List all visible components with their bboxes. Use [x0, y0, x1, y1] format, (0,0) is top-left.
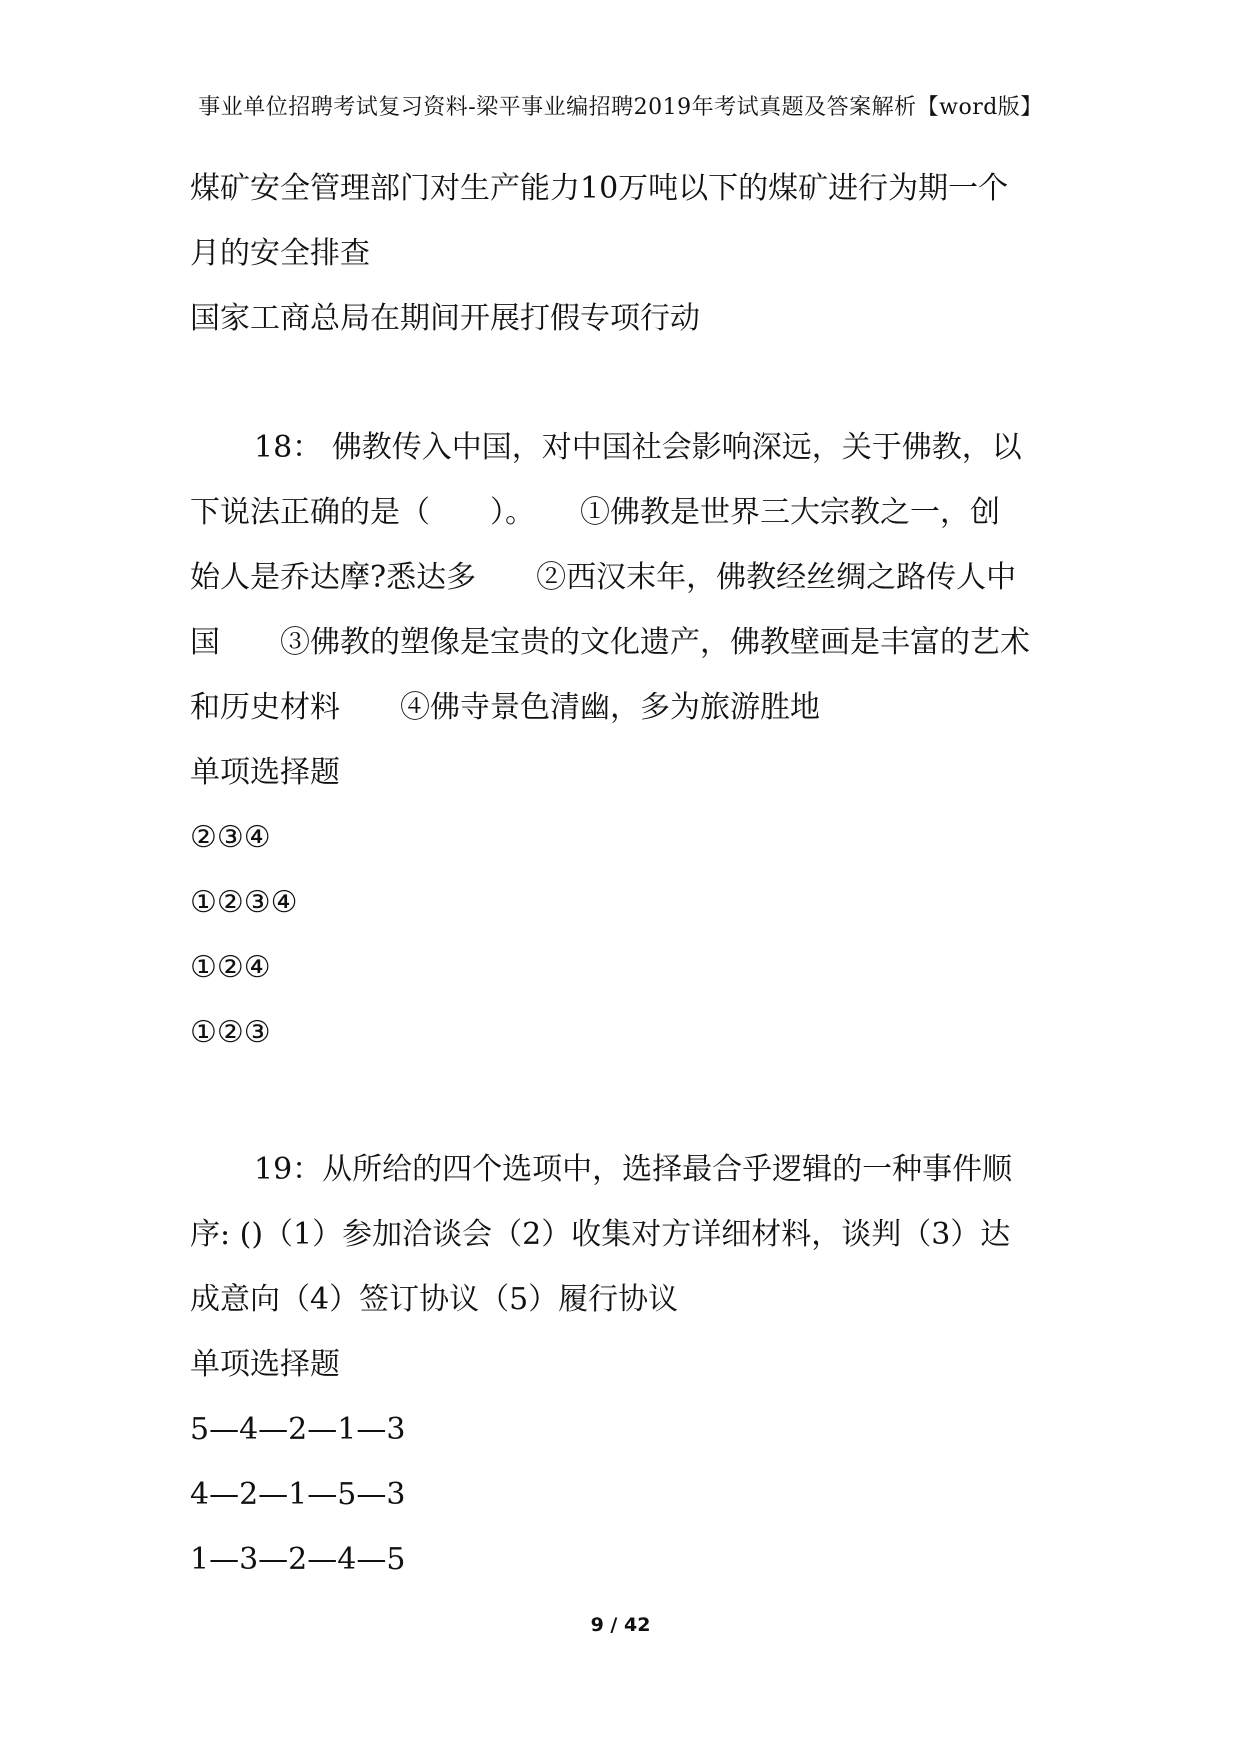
question-stem-line: 18： 佛教传入中国，对中国社会影响深远，关于佛教，以	[254, 430, 1022, 465]
question-type-label: 单项选择题	[190, 755, 340, 790]
answer-option: 5—4—2—1—3	[190, 1412, 406, 1447]
answer-option: ①②③	[190, 1015, 271, 1050]
answer-option: 4—2—1—5—3	[190, 1477, 406, 1512]
question-19	[190, 1137, 1060, 1592]
page-number: 9 / 42	[590, 1614, 651, 1636]
spacer	[190, 351, 1060, 415]
page-header: 事业单位招聘考试复习资料-梁平事业编招聘2019年考试真题及答案解析【word版】	[198, 95, 1043, 120]
spacer	[190, 1065, 1060, 1137]
question-18	[190, 415, 1060, 1065]
question-type-label: 单项选择题	[190, 1347, 340, 1382]
answer-option: 1—3—2—4—5	[190, 1542, 406, 1577]
question-stem-line: 始人是乔达摩?悉达多 ②西汉末年，佛教经丝绸之路传人中	[190, 560, 1017, 595]
question-stem-line: 成意向（4）签订协议（5）履行协议	[190, 1282, 679, 1317]
question-stem-line: 下说法正确的是（ ）。 ①佛教是世界三大宗教之一，创	[190, 495, 1000, 530]
document-body	[190, 156, 1060, 1592]
answer-option: ①②③④	[190, 885, 298, 920]
answer-option: ②③④	[190, 820, 271, 855]
answer-option: ①②④	[190, 950, 271, 985]
option-text: 国家工商总局在期间开展打假专项行动	[190, 301, 700, 336]
option-text: 月的安全排查	[190, 236, 370, 271]
option-text: 煤矿安全管理部门对生产能力10万吨以下的煤矿进行为期一个	[190, 171, 1009, 206]
question-stem-line: 序: ()（1）参加洽谈会（2）收集对方详细材料，谈判（3）达	[190, 1217, 1011, 1252]
question-stem-line: 国 ③佛教的塑像是宝贵的文化遗产，佛教壁画是丰富的艺术	[190, 625, 1030, 660]
question-stem-line: 和历史材料 ④佛寺景色清幽，多为旅游胜地	[190, 690, 820, 725]
question-stem-line: 19：从所给的四个选项中，选择最合乎逻辑的一种事件顺	[254, 1152, 1013, 1187]
